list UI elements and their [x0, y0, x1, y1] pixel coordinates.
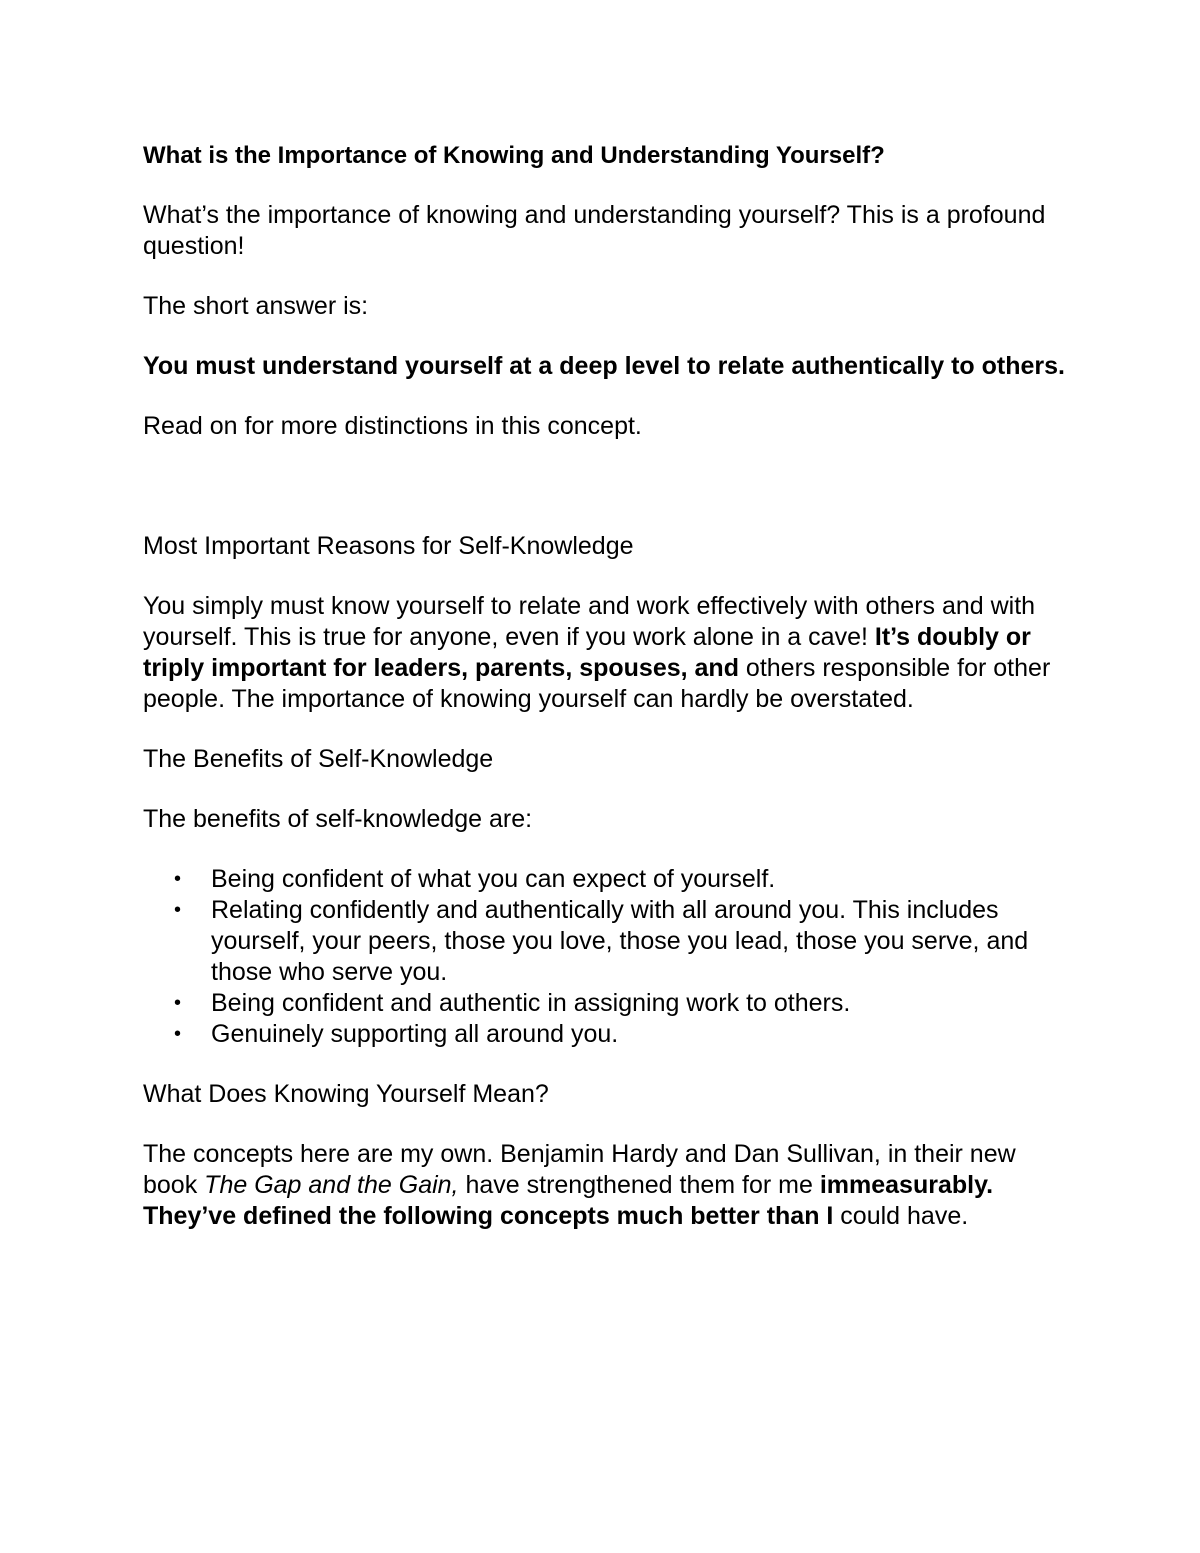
- list-item-text: Genuinely supporting all around you.: [211, 1020, 619, 1048]
- list-item: [143, 895, 1073, 988]
- list-item-text: Being confident of what you can expect of yourself.: [211, 865, 776, 893]
- section-heading-benefits: The Benefits of Self-Knowledge: [143, 745, 494, 773]
- list-item: [143, 864, 1073, 895]
- reasons-text-1: You simply must know yourself to relate and work effectively with others and with yourself. This is true for anyone, even if you work alone in a cave!: [143, 592, 1036, 651]
- list-item: [143, 988, 1073, 1019]
- document-title: What is the Importance of Knowing and Understanding Yourself?: [143, 142, 885, 169]
- bullet-icon: •: [174, 868, 182, 890]
- meaning-emphasis: immeasurably. They’ve defined the following concepts much better than I: [143, 1171, 994, 1230]
- list-item-text: Relating confidently and authentically with all around you. This includes yourself, your peers, those you love, those you lead, those you serve, and those who serve you.: [211, 896, 1029, 986]
- list-item-text: Being confident and authentic in assigning work to others.: [211, 989, 851, 1017]
- bullet-icon: •: [174, 992, 182, 1014]
- intro-paragraph: What’s the importance of knowing and understanding yourself? This is a profound question!: [143, 201, 1046, 260]
- list-item: [143, 1019, 1073, 1050]
- reasons-emphasis: It’s doubly or triply important for leaders, parents, spouses, and: [143, 623, 1031, 682]
- meaning-text-3: could have.: [833, 1202, 969, 1230]
- short-answer-lead: The short answer is:: [143, 292, 369, 320]
- section-heading-reasons: Most Important Reasons for Self-Knowledge: [143, 532, 634, 560]
- short-answer: You must understand yourself at a deep level to relate authentically to others.: [143, 352, 1065, 380]
- meaning-paragraph: [143, 1139, 1073, 1232]
- read-on-paragraph: Read on for more distinctions in this concept.: [143, 412, 642, 440]
- benefits-lead: The benefits of self-knowledge are:: [143, 805, 533, 833]
- section-spacer: [143, 471, 1073, 531]
- benefits-list: [143, 864, 1073, 1050]
- reasons-paragraph: [143, 591, 1073, 715]
- bullet-icon: •: [174, 899, 182, 921]
- book-title: The Gap and the Gain,: [204, 1171, 459, 1199]
- bullet-icon: •: [174, 1023, 182, 1045]
- section-heading-meaning: What Does Knowing Yourself Mean?: [143, 1080, 549, 1108]
- document-body: [143, 140, 1073, 1261]
- reasons-text-2: others responsible for other people. The importance of knowing yourself can hardly be overstated.: [143, 654, 1051, 713]
- meaning-text-1: The concepts here are my own. Benjamin Hardy and Dan Sullivan, in their new book: [143, 1140, 1016, 1199]
- meaning-text-2: have strengthened them for me: [458, 1171, 820, 1199]
